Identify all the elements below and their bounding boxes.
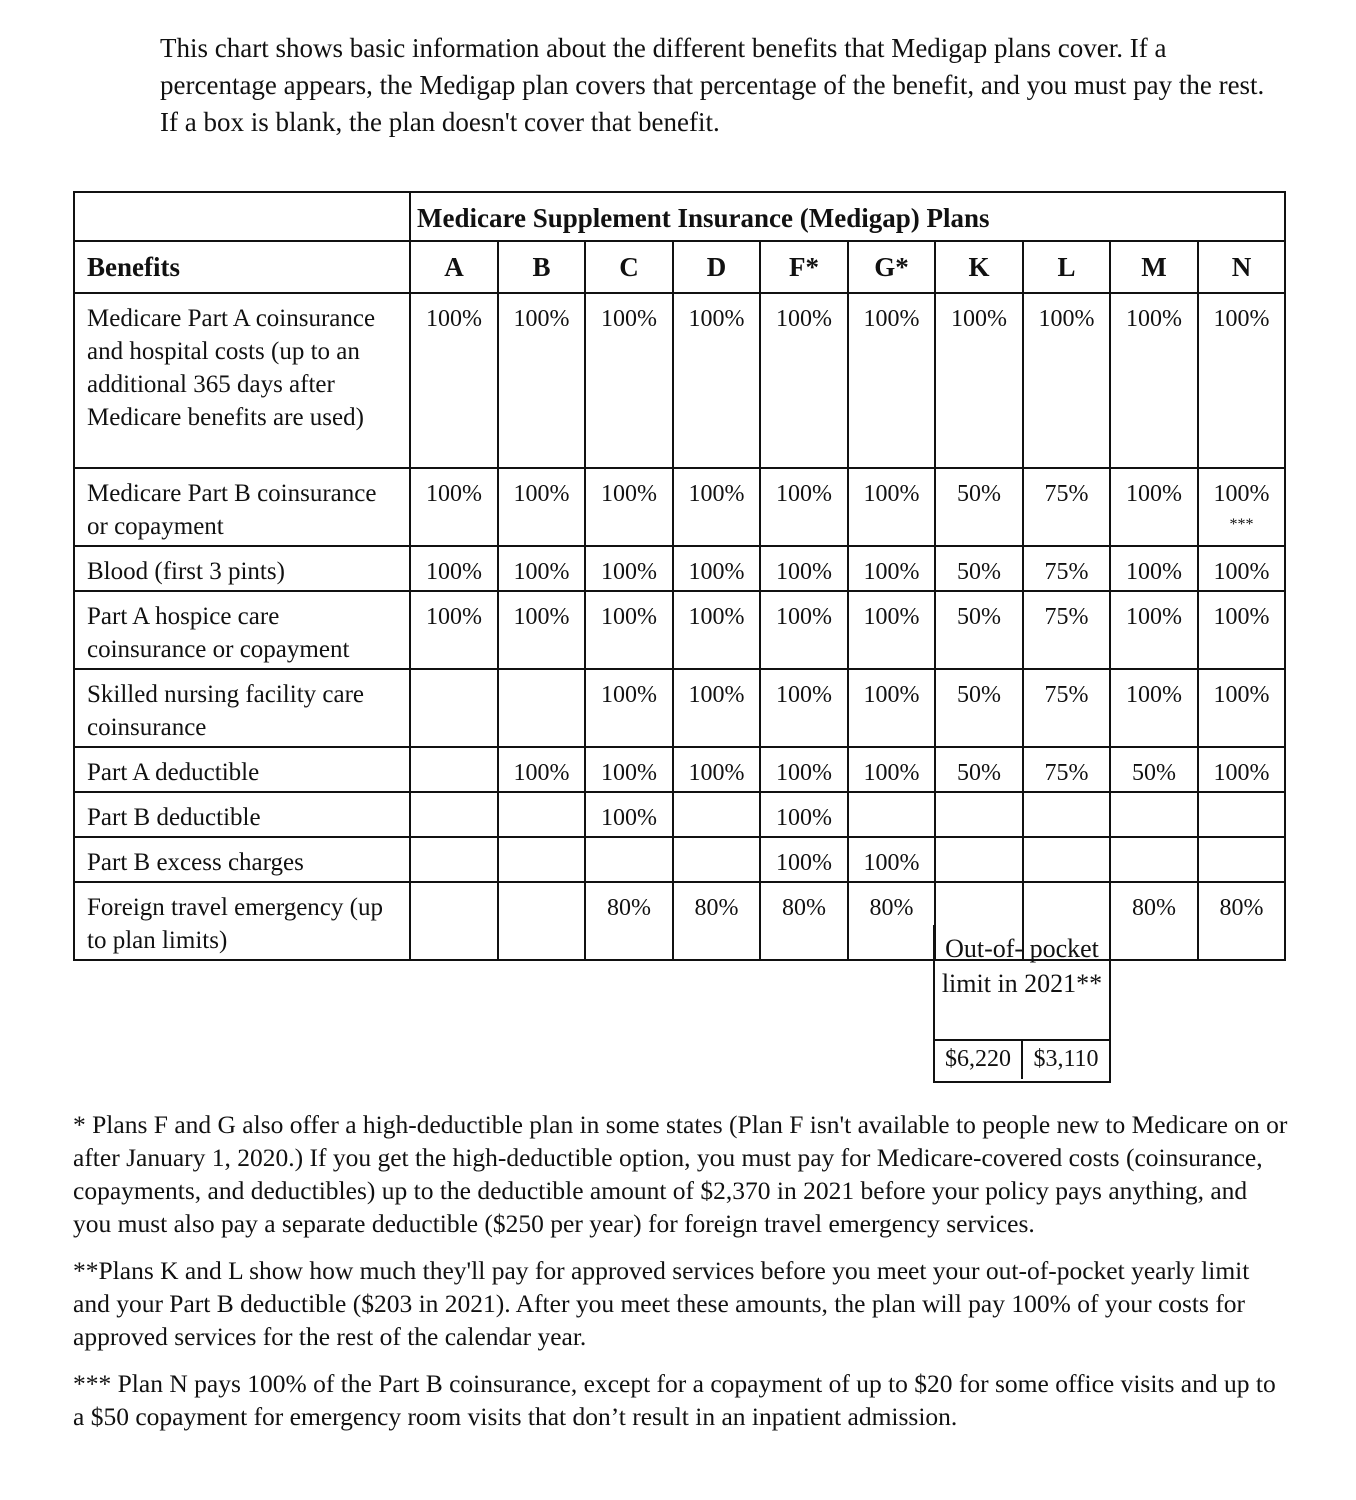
coverage-cell	[498, 591, 585, 669]
coverage-value: 100%	[688, 682, 745, 708]
coverage-value: 100%	[1213, 559, 1270, 585]
coverage-cell	[410, 837, 498, 882]
coverage-cell	[1110, 293, 1198, 468]
coverage-cell	[585, 669, 673, 747]
coverage-value: 100%	[863, 760, 920, 786]
coverage-cell	[1023, 837, 1110, 882]
coverage-cell	[760, 591, 848, 669]
coverage-value: 75%	[1044, 604, 1089, 630]
benefit-label: Blood (first 3 pints)	[74, 546, 410, 591]
footnotes	[73, 1108, 1288, 1447]
coverage-value: 100%	[776, 306, 832, 332]
table-title-row	[74, 192, 1285, 241]
coverage-cell	[498, 837, 585, 882]
coverage-cell	[760, 837, 848, 882]
out-of-pocket-limit-box	[933, 925, 1111, 1083]
coverage-cell	[760, 669, 848, 747]
out-of-pocket-label: Out-of- pocket limit in 2021**	[941, 934, 1103, 998]
coverage-value: 80%	[869, 895, 914, 921]
footnote-plans-k-l: **Plans K and L show how much they'll pay for approved services before you meet your out-of-pocket yearly limit and your Part B deductible ($203 in 2021). After you meet these amounts, the plan will pay 100% of your costs for approved services for the rest of the calendar year.	[73, 1256, 1250, 1351]
coverage-value: 100%	[776, 682, 832, 708]
benefit-label: Part B deductible	[74, 792, 410, 837]
coverage-cell	[935, 747, 1023, 792]
coverage-cell	[410, 669, 498, 747]
plan-l-oop-limit: $3,110	[1033, 1046, 1099, 1072]
coverage-value: 100%	[863, 604, 920, 630]
table-row	[74, 468, 1285, 546]
table-header-row	[74, 241, 1285, 293]
coverage-cell	[673, 468, 760, 546]
coverage-cell	[1198, 792, 1285, 837]
coverage-cell	[498, 546, 585, 591]
coverage-value: 100%	[601, 682, 657, 708]
coverage-value: 80%	[607, 895, 651, 921]
coverage-cell	[935, 837, 1023, 882]
benefit-label: Foreign travel emergency (up to plan limits)	[74, 882, 410, 960]
coverage-cell	[498, 468, 585, 546]
footnote-high-deductible: * Plans F and G also offer a high-deductible plan in some states (Plan F isn't available to people new to Medicare on or after January 1, 2020.) If you get the high-deductible option, you must pay for Medicare-covered costs (coinsurance, copayments, and deductibles) up to the deductible amount of $2,370 in 2021 before your policy pays anything, and you must also pay a separate deductible ($250 per year) for foreign travel emergency services.	[73, 1110, 1288, 1238]
coverage-cell	[585, 792, 673, 837]
coverage-cell	[760, 293, 848, 468]
coverage-cell	[935, 591, 1023, 669]
coverage-cell	[1110, 792, 1198, 837]
table-row	[74, 591, 1285, 669]
coverage-value: 75%	[1044, 682, 1089, 708]
coverage-cell	[1110, 669, 1198, 747]
benefit-label: Skilled nursing facility care coinsurance	[74, 669, 410, 747]
medigap-plans-table	[73, 191, 1286, 961]
coverage-cell	[1023, 792, 1110, 837]
coverage-cell	[935, 293, 1023, 468]
coverage-value: 50%	[957, 760, 1001, 786]
coverage-cell	[673, 591, 760, 669]
coverage-cell	[1110, 468, 1198, 546]
coverage-cell	[585, 837, 673, 882]
coverage-cell	[935, 669, 1023, 747]
benefit-label: Medicare Part A coinsurance and hospital costs (up to an additional 365 days after Medicare benefits are used)	[74, 293, 410, 468]
coverage-value: 50%	[957, 604, 1001, 630]
coverage-cell	[1023, 747, 1110, 792]
coverage-cell	[1110, 546, 1198, 591]
coverage-value: 80%	[1219, 895, 1264, 921]
plan-header-b: B	[498, 241, 585, 293]
coverage-cell	[585, 468, 673, 546]
out-of-pocket-values	[935, 1039, 1109, 1079]
plan-header-a: A	[410, 241, 498, 293]
coverage-cell	[410, 747, 498, 792]
coverage-value: 100%	[776, 760, 832, 786]
coverage-value: 100%	[776, 805, 832, 831]
coverage-cell	[585, 293, 673, 468]
coverage-cell	[848, 546, 935, 591]
coverage-value: 100%	[601, 805, 657, 831]
coverage-value: 100%	[1126, 604, 1182, 630]
coverage-value: 50%	[957, 481, 1001, 507]
coverage-cell	[848, 747, 935, 792]
coverage-value: 100%	[863, 682, 920, 708]
coverage-value: 100%	[513, 481, 570, 507]
coverage-cell	[1023, 546, 1110, 591]
coverage-value: 100%	[1213, 306, 1270, 332]
coverage-value: 100%	[863, 559, 920, 585]
coverage-value: 100%	[776, 850, 832, 876]
coverage-cell	[673, 837, 760, 882]
coverage-value: 100%	[426, 306, 482, 332]
coverage-value: 100%	[951, 306, 1007, 332]
table-row	[74, 837, 1285, 882]
footnote-plan-n: *** Plan N pays 100% of the Part B coinsurance, except for a copayment of up to $20 for some office visits and up to a $50 copayment for emergency room visits that don’t result in an inpatient admission.	[73, 1369, 1276, 1431]
table-row	[74, 792, 1285, 837]
coverage-value: 100%	[426, 604, 482, 630]
coverage-value: 100%	[863, 306, 920, 332]
coverage-cell	[848, 591, 935, 669]
benefits-column-header: Benefits	[74, 241, 410, 293]
coverage-cell	[1198, 546, 1285, 591]
coverage-value: 100%	[688, 481, 745, 507]
coverage-value: 100%	[513, 604, 570, 630]
plan-n-footnote-marker: ***	[1229, 516, 1254, 533]
coverage-value: 100%	[513, 559, 570, 585]
plan-header-f: F*	[760, 241, 848, 293]
plan-header-c: C	[585, 241, 673, 293]
coverage-cell	[585, 747, 673, 792]
coverage-value: 80%	[1132, 895, 1176, 921]
coverage-cell	[498, 792, 585, 837]
coverage-cell	[1198, 468, 1285, 546]
table-row	[74, 293, 1285, 468]
coverage-cell	[410, 293, 498, 468]
coverage-cell	[760, 468, 848, 546]
coverage-value: 75%	[1044, 760, 1089, 786]
plan-header-l: L	[1023, 241, 1110, 293]
coverage-cell	[1198, 669, 1285, 747]
coverage-cell	[410, 882, 498, 960]
coverage-cell	[760, 747, 848, 792]
coverage-cell	[585, 591, 673, 669]
coverage-value: 100%	[688, 760, 745, 786]
plan-k-oop-limit: $6,220	[935, 1041, 1023, 1079]
coverage-value: 50%	[957, 682, 1001, 708]
coverage-value: 100%	[601, 760, 657, 786]
coverage-cell	[410, 591, 498, 669]
coverage-value: 80%	[782, 895, 826, 921]
coverage-value: 100%	[1213, 604, 1270, 630]
plan-header-n: N	[1198, 241, 1285, 293]
coverage-cell	[673, 792, 760, 837]
coverage-cell	[1198, 882, 1285, 960]
coverage-value: 100%	[776, 559, 832, 585]
coverage-cell	[935, 792, 1023, 837]
coverage-cell	[1110, 837, 1198, 882]
plan-header-g: G*	[848, 241, 935, 293]
coverage-value: 100%	[863, 850, 920, 876]
coverage-cell	[498, 747, 585, 792]
coverage-cell	[848, 293, 935, 468]
coverage-value: 100%	[1126, 481, 1182, 507]
coverage-value: 100%	[1126, 682, 1182, 708]
coverage-value: 100%	[601, 306, 657, 332]
coverage-cell	[935, 546, 1023, 591]
table-row	[74, 669, 1285, 747]
coverage-value: 100%	[601, 559, 657, 585]
coverage-cell	[848, 837, 935, 882]
coverage-value: 100%	[513, 306, 570, 332]
coverage-value: 100%	[688, 306, 745, 332]
coverage-cell	[585, 546, 673, 591]
coverage-value: 100%	[1038, 306, 1095, 332]
coverage-cell	[848, 468, 935, 546]
coverage-value: 100%	[601, 604, 657, 630]
coverage-cell	[760, 882, 848, 960]
coverage-value: 75%	[1044, 481, 1089, 507]
coverage-cell	[1198, 293, 1285, 468]
coverage-value: 80%	[694, 895, 739, 921]
coverage-cell	[673, 293, 760, 468]
blank-corner-cell	[74, 192, 410, 241]
coverage-cell	[498, 293, 585, 468]
coverage-cell	[848, 792, 935, 837]
table-row	[74, 546, 1285, 591]
coverage-cell	[1110, 747, 1198, 792]
benefit-label: Part A deductible	[74, 747, 410, 792]
coverage-cell	[935, 468, 1023, 546]
coverage-cell	[673, 747, 760, 792]
coverage-value: 100%	[513, 760, 570, 786]
coverage-cell	[848, 669, 935, 747]
coverage-value: 100%	[1213, 481, 1270, 507]
coverage-value: 50%	[1132, 760, 1176, 786]
plan-header-m: M	[1110, 241, 1198, 293]
coverage-cell	[1023, 468, 1110, 546]
coverage-value: 100%	[776, 604, 832, 630]
coverage-value: 75%	[1044, 559, 1089, 585]
coverage-value: 100%	[1126, 306, 1182, 332]
coverage-cell	[1198, 591, 1285, 669]
coverage-cell	[1110, 591, 1198, 669]
coverage-cell	[673, 669, 760, 747]
coverage-cell	[585, 882, 673, 960]
coverage-cell	[760, 792, 848, 837]
benefit-label: Part A hospice care coinsurance or copayment	[74, 591, 410, 669]
coverage-cell	[1198, 747, 1285, 792]
plan-header-d: D	[673, 241, 760, 293]
coverage-cell	[1023, 591, 1110, 669]
coverage-value: 100%	[1126, 559, 1182, 585]
coverage-cell	[410, 546, 498, 591]
coverage-value: 100%	[688, 604, 745, 630]
coverage-cell	[848, 882, 935, 960]
coverage-cell	[498, 882, 585, 960]
coverage-cell	[673, 546, 760, 591]
coverage-value: 100%	[688, 559, 745, 585]
coverage-cell	[1023, 669, 1110, 747]
coverage-cell	[673, 882, 760, 960]
coverage-value: 100%	[1213, 760, 1270, 786]
coverage-cell	[498, 669, 585, 747]
table-row	[74, 747, 1285, 792]
coverage-value: 100%	[426, 481, 482, 507]
intro-paragraph: This chart shows basic information about the different benefits that Medigap plans cover. If a percentage appears, the Medigap plan covers that percentage of the benefit, and you must pay the rest. If a box is blank, the plan doesn't cover that benefit.	[160, 33, 1265, 137]
coverage-cell	[760, 546, 848, 591]
coverage-cell	[410, 792, 498, 837]
coverage-value: 100%	[601, 481, 657, 507]
coverage-value: 50%	[957, 559, 1001, 585]
plan-header-k: K	[935, 241, 1023, 293]
coverage-value: 100%	[776, 481, 832, 507]
coverage-cell	[410, 468, 498, 546]
benefit-label: Medicare Part B coinsurance or copayment	[74, 468, 410, 546]
coverage-cell	[1110, 882, 1198, 960]
coverage-value: 100%	[863, 481, 920, 507]
coverage-cell	[1023, 293, 1110, 468]
coverage-cell	[1198, 837, 1285, 882]
coverage-value: 100%	[1213, 682, 1270, 708]
benefit-label: Part B excess charges	[74, 837, 410, 882]
coverage-value: 100%	[426, 559, 482, 585]
table-title: Medicare Supplement Insurance (Medigap) Plans	[410, 192, 1285, 241]
